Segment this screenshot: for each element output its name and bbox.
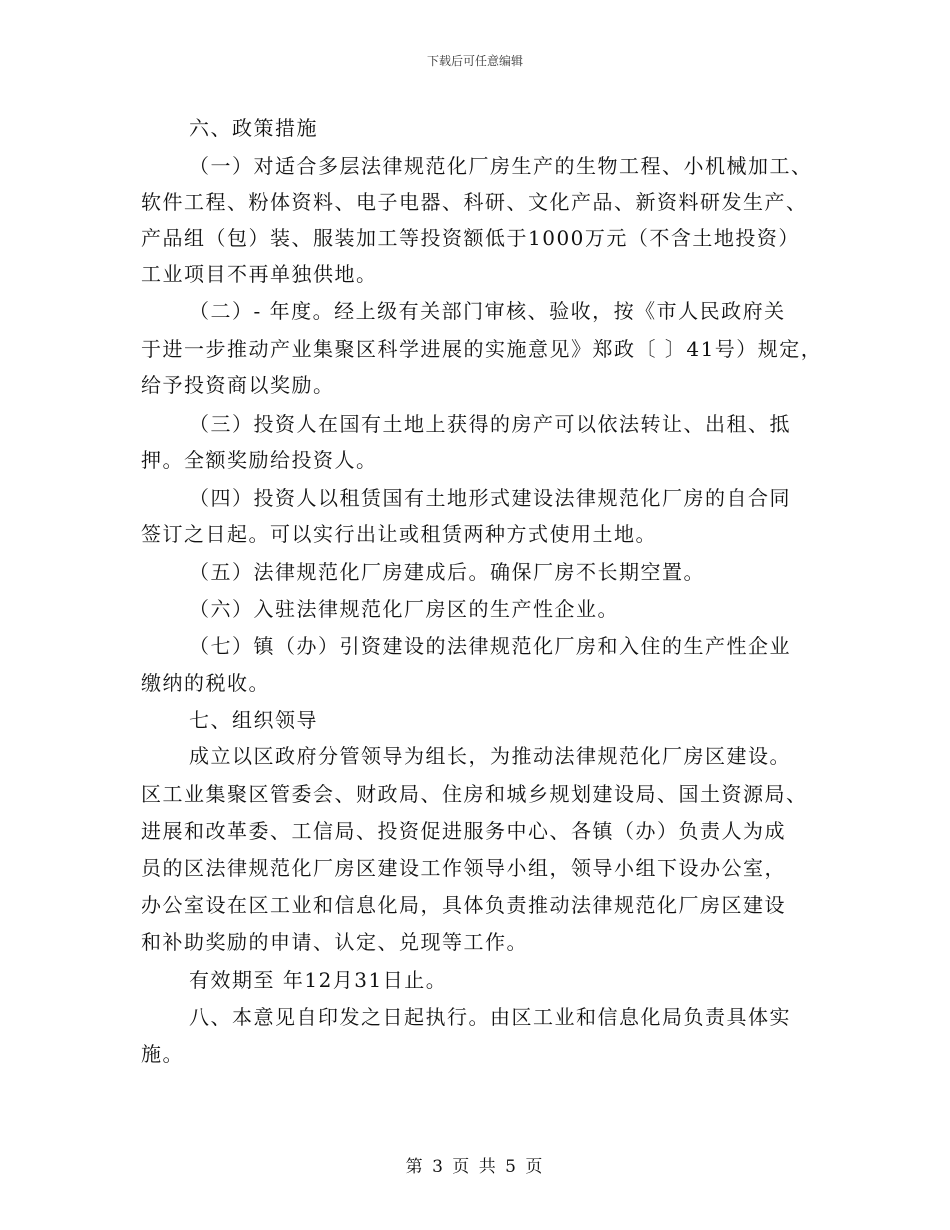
paragraph-line: 施。 [141, 1042, 184, 1066]
paragraph-line: （六）入驻法律规范化厂房区的生产性企业。 [189, 597, 619, 621]
section-heading-policy-measures: 六、政策措施 [189, 116, 318, 140]
paragraph-line: 工业项目不再单独供地。 [141, 262, 378, 286]
paragraph-line: （一）对适合多层法律规范化厂房生产的生物工程、小机械加工、 [189, 154, 813, 178]
paragraph-line: 成立以区政府分管领导为组长，为推动法律规范化厂房区建设。 [189, 744, 791, 768]
section-heading-effective: 八、本意见自印发之日起执行。由区工业和信息化局负责具体实 [189, 1005, 791, 1029]
paragraph-line: （七）镇（办）引资建设的法律规范化厂房和入住的生产性企业 [189, 634, 791, 658]
paragraph-line: 有效期至 年12月31日止。 [189, 968, 448, 992]
paragraph-line: 员的区法律规范化厂房区建设工作领导小组，领导小组下设办公室， [141, 856, 786, 880]
paragraph-line: 产品组（包）装、服装加工等投资额低于1000万元（不含土地投资） [141, 226, 800, 250]
page-number-footer: 第 3 页 共 5 页 [405, 1157, 545, 1177]
paragraph-line: 签订之日起。可以实行出让或租赁两种方式使用土地。 [141, 522, 657, 546]
paragraph-line: 缴纳的税收。 [141, 671, 270, 695]
paragraph-line: 给予投资商以奖励。 [141, 373, 335, 397]
paragraph-line: 软件工程、粉体资料、电子电器、科研、文化产品、新资料研发生产、 [141, 190, 808, 214]
paragraph-line: 和补助奖励的申请、认定、兑现等工作。 [141, 930, 528, 954]
paragraph-line: 办公室设在区工业和信息化局，具体负责推动法律规范化厂房区建设 [141, 893, 786, 917]
paragraph-line: （五）法律规范化厂房建成后。确保厂房不长期空置。 [189, 560, 705, 584]
page-header: 下载后可任意编辑 [426, 54, 523, 68]
paragraph-line: （二）- 年度。经上级有关部门审核、验收，按《市人民政府关 [189, 299, 786, 323]
paragraph-line: 进展和改革委、工信局、投资促进服务中心、各镇（办）负责人为成 [141, 819, 786, 843]
paragraph-line: （四）投资人以租赁国有土地形式建设法律规范化厂房的自合同 [189, 486, 791, 510]
paragraph-line: 于进一步推动产业集聚区科学进展的实施意见》郑政〔 〕41号）规定， [141, 337, 823, 361]
paragraph-line: （三）投资人在国有土地上获得的房产可以依法转让、出租、抵 [189, 412, 791, 436]
paragraph-line: 押。全额奖励给投资人。 [141, 448, 378, 472]
section-heading-organization: 七、组织领导 [189, 708, 318, 732]
paragraph-line: 区工业集聚区管委会、财政局、住房和城乡规划建设局、国土资源局、 [141, 782, 808, 806]
